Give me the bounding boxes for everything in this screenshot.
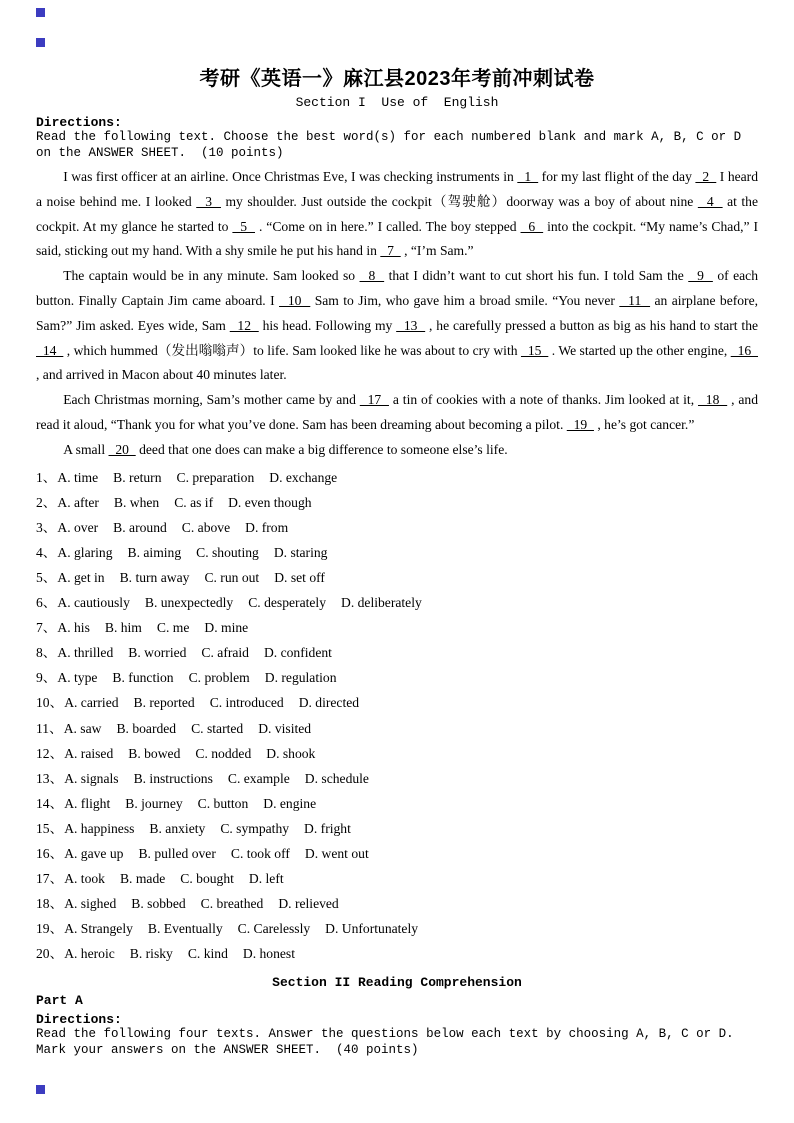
question-20-option-B: B. risky (129, 946, 173, 962)
question-13-option-A: A. signals (64, 770, 119, 786)
question-number: 20、 (36, 946, 64, 962)
question-7-option-C: C. me (156, 620, 190, 636)
question-12-option-B: B. bowed (128, 745, 181, 761)
section2-directions-label: Directions: (36, 1012, 122, 1028)
question-17-option-D: D. left (248, 871, 284, 887)
cloze-blank-1: 1 (517, 169, 539, 184)
cloze-blank-9: 9 (688, 268, 713, 284)
question-19 (36, 916, 758, 941)
section2-heading: Section II Reading Comprehension (272, 975, 522, 991)
question-number: 4、 (36, 544, 57, 560)
question-5-option-A: A. get in (57, 569, 105, 585)
cloze-blank-6: 6 (520, 218, 544, 234)
cloze-blank-11: 11 (619, 292, 651, 308)
question-1-option-B: B. return (113, 469, 162, 485)
question-number: 18、 (36, 896, 64, 912)
question-8 (36, 640, 758, 665)
question-4-option-C: C. shouting (196, 544, 259, 560)
question-number: 5、 (36, 569, 57, 585)
question-6-option-D: D. deliberately (341, 595, 422, 611)
section1-directions-label: Directions: (36, 115, 122, 130)
question-16 (36, 841, 758, 866)
question-7-option-D: D. mine (204, 620, 249, 636)
question-4-option-B: B. aiming (127, 544, 182, 560)
question-7-option-A: A. his (57, 620, 90, 636)
question-15 (36, 816, 758, 841)
question-1-option-A: A. time (57, 469, 99, 485)
cloze-blank-2: 2 (695, 169, 717, 184)
question-list (36, 465, 758, 967)
question-2-option-D: D. even though (228, 494, 312, 510)
cloze-blank-4: 4 (697, 193, 723, 209)
question-12-option-A: A. raised (64, 745, 114, 761)
question-12 (36, 741, 758, 766)
question-number: 2、 (36, 494, 57, 510)
question-20-option-A: A. heroic (64, 946, 115, 962)
section1-directions-text: Read the following text. Choose the best word(s) for each numbered blank and mark A, B, C or D on the ANSWER SHEET. (10 points) (36, 130, 749, 160)
question-number: 12、 (36, 745, 64, 761)
question-1-option-D: D. exchange (269, 469, 338, 485)
cloze-blank-18: 18 (698, 392, 728, 408)
question-16-option-A: A. gave up (64, 845, 124, 861)
question-3-option-A: A. over (57, 519, 99, 535)
question-3-option-B: B. around (113, 519, 167, 535)
question-11 (36, 716, 758, 741)
question-13-option-C: C. example (227, 770, 290, 786)
question-18-option-B: B. sobbed (131, 896, 186, 912)
question-8-option-B: B. worried (128, 645, 187, 661)
question-9-option-C: C. problem (188, 670, 250, 686)
question-number: 17、 (36, 871, 64, 887)
question-4-option-D: D. staring (273, 544, 328, 560)
question-15-option-C: C. sympathy (220, 820, 290, 836)
question-15-option-B: B. anxiety (149, 820, 206, 836)
question-number: 13、 (36, 770, 64, 786)
question-18-option-A: A. sighed (64, 896, 117, 912)
question-6 (36, 590, 758, 615)
question-number: 14、 (36, 795, 64, 811)
question-1-option-C: C. preparation (176, 469, 255, 485)
question-2-option-A: A. after (57, 494, 99, 510)
question-number: 1、 (36, 469, 57, 485)
question-10 (36, 690, 758, 715)
question-9 (36, 665, 758, 690)
question-15-option-A: A. happiness (64, 820, 135, 836)
question-11-option-B: B. boarded (116, 720, 177, 736)
question-6-option-A: A. cautiously (57, 595, 130, 611)
cloze-blank-20: 20 (108, 441, 136, 457)
cloze-blank-12: 12 (229, 317, 259, 333)
question-3-option-C: C. above (181, 519, 231, 535)
blue-artifact-icon (36, 8, 45, 17)
question-8-option-A: A. thrilled (57, 645, 114, 661)
question-9-option-B: B. function (112, 670, 174, 686)
question-19-option-C: C. Carelessly (237, 921, 311, 937)
question-6-option-B: B. unexpectedly (144, 595, 234, 611)
question-12-option-C: C. nodded (195, 745, 252, 761)
question-17-option-C: C. bought (180, 871, 234, 887)
question-9-option-A: A. type (57, 670, 98, 686)
question-number: 3、 (36, 519, 57, 535)
question-9-option-D: D. regulation (264, 670, 337, 686)
section2-directions-text: Read the following four texts. Answer the questions below each text by choosing A, B, C or D. Mark your answers on the ANSWER SHEET. (40 points) (36, 1027, 742, 1057)
question-5-option-D: D. set off (274, 569, 325, 585)
question-18 (36, 891, 758, 916)
cloze-blank-8: 8 (359, 268, 385, 284)
cloze-blank-13: 13 (396, 317, 426, 333)
cloze-blank-3: 3 (196, 193, 221, 209)
blue-artifact-icon (36, 38, 45, 47)
question-8-option-C: C. afraid (201, 645, 249, 661)
passage-paragraph-2: The captain would be in any minute. Sam looked so 8 that I didn’t want to cut short his fun. I told Sam the 9 of each button. Finally Captain Jim came aboard. I 10 Sam to Jim, who gave him a broad smile. “You never 11 an airplane before, Sam?” Jim asked. Eyes wide, Sam 12 his head. Following my 13 , he carefully pressed a button as big as his hand to start the 14 , which hummed（发出嗡嗡声）to life. Sam looked like he was about to cry with 15 . We started up the other engine, 16 , and arrived in Macon about 40 minutes later. (36, 268, 759, 383)
question-number: 8、 (36, 645, 57, 661)
question-19-option-A: A. Strangely (64, 921, 133, 937)
question-12-option-D: D. shook (266, 745, 316, 761)
cloze-passage (36, 165, 758, 463)
question-2-option-B: B. when (113, 494, 160, 510)
question-5 (36, 565, 758, 590)
question-4 (36, 540, 758, 565)
cloze-blank-10: 10 (279, 292, 311, 308)
cloze-blank-17: 17 (359, 392, 389, 408)
question-14-option-D: D. engine (263, 795, 317, 811)
question-19-option-B: B. Eventually (147, 921, 223, 937)
question-number: 10、 (36, 695, 64, 711)
question-3 (36, 515, 758, 540)
question-number: 19、 (36, 921, 64, 937)
part-a-label: Part A (36, 993, 83, 1009)
question-20 (36, 941, 758, 966)
passage-paragraph-1: I was first officer at an airline. Once Christmas Eve, I was checking instruments in 1 for my last flight of the day 2 I heard a noise behind me. I looked 3 my shoulder. Just outside the cockpit（驾驶舱）doorway was a boy of about nine 4 at the cockpit. At my glance he started to 5 . “Come on in here.” I called. The boy stepped 6 into the cockpit. “My name’s Chad,” I said, sticking out my hand. With a shy smile he put his hand in 7 , “I’m Sam.” (36, 169, 759, 259)
cloze-blank-5: 5 (232, 218, 255, 234)
passage-paragraph-4: A small 20 deed that one does can make a big difference to someone else’s life. (63, 441, 508, 457)
question-16-option-D: D. went out (304, 845, 369, 861)
question-13-option-D: D. schedule (304, 770, 369, 786)
question-10-option-D: D. directed (298, 695, 360, 711)
document-title: 考研《英语一》麻江县2023年考前冲刺试卷 (199, 68, 595, 90)
question-14-option-C: C. button (197, 795, 249, 811)
cloze-blank-15: 15 (520, 342, 549, 358)
question-3-option-D: D. from (245, 519, 289, 535)
question-13-option-B: B. instructions (133, 770, 213, 786)
question-7-option-B: B. him (104, 620, 142, 636)
question-5-option-C: C. run out (204, 569, 260, 585)
question-14-option-A: A. flight (64, 795, 111, 811)
question-18-option-C: C. breathed (200, 896, 264, 912)
question-17-option-A: A. took (64, 871, 105, 887)
question-10-option-C: C. introduced (209, 695, 284, 711)
question-number: 11、 (36, 720, 63, 736)
question-20-option-C: C. kind (187, 946, 228, 962)
question-11-option-C: C. started (191, 720, 244, 736)
question-11-option-D: D. visited (258, 720, 312, 736)
section1-heading: Section I Use of English (295, 95, 499, 110)
question-2 (36, 490, 758, 515)
question-2-option-C: C. as if (174, 494, 214, 510)
cloze-blank-7: 7 (380, 243, 401, 259)
passage-paragraph-3: Each Christmas morning, Sam’s mother came by and 17 a tin of cookies with a note of thanks. Jim looked at it, 18 , and read it aloud, “Thank you for what you’ve done. Sam has been dreaming about becoming a pilot. 19 , he’s got cancer.” (36, 392, 759, 432)
question-16-option-C: C. took off (230, 845, 290, 861)
question-6-option-C: C. desperately (248, 595, 326, 611)
question-19-option-D: D. Unfortunately (325, 921, 419, 937)
question-8-option-D: D. confident (263, 645, 332, 661)
question-number: 15、 (36, 820, 64, 836)
question-number: 7、 (36, 620, 57, 636)
cloze-blank-16: 16 (730, 342, 759, 358)
question-20-option-D: D. honest (242, 946, 295, 962)
question-17-option-B: B. made (119, 871, 166, 887)
question-number: 6、 (36, 595, 57, 611)
question-5-option-B: B. turn away (119, 569, 190, 585)
question-14-option-B: B. journey (125, 795, 183, 811)
question-11-option-A: A. saw (63, 720, 102, 736)
cloze-blank-14: 14 (36, 342, 64, 358)
question-number: 9、 (36, 670, 57, 686)
question-10-option-A: A. carried (64, 695, 119, 711)
blue-artifact-icon (36, 1085, 45, 1094)
question-18-option-D: D. relieved (278, 896, 339, 912)
question-number: 16、 (36, 845, 64, 861)
question-1 (36, 465, 758, 490)
question-14 (36, 791, 758, 816)
question-16-option-B: B. pulled over (138, 845, 216, 861)
question-10-option-B: B. reported (133, 695, 195, 711)
question-17 (36, 866, 758, 891)
question-13 (36, 766, 758, 791)
question-15-option-D: D. fright (304, 820, 351, 836)
question-7 (36, 615, 758, 640)
cloze-blank-19: 19 (566, 416, 594, 432)
question-4-option-A: A. glaring (57, 544, 113, 560)
